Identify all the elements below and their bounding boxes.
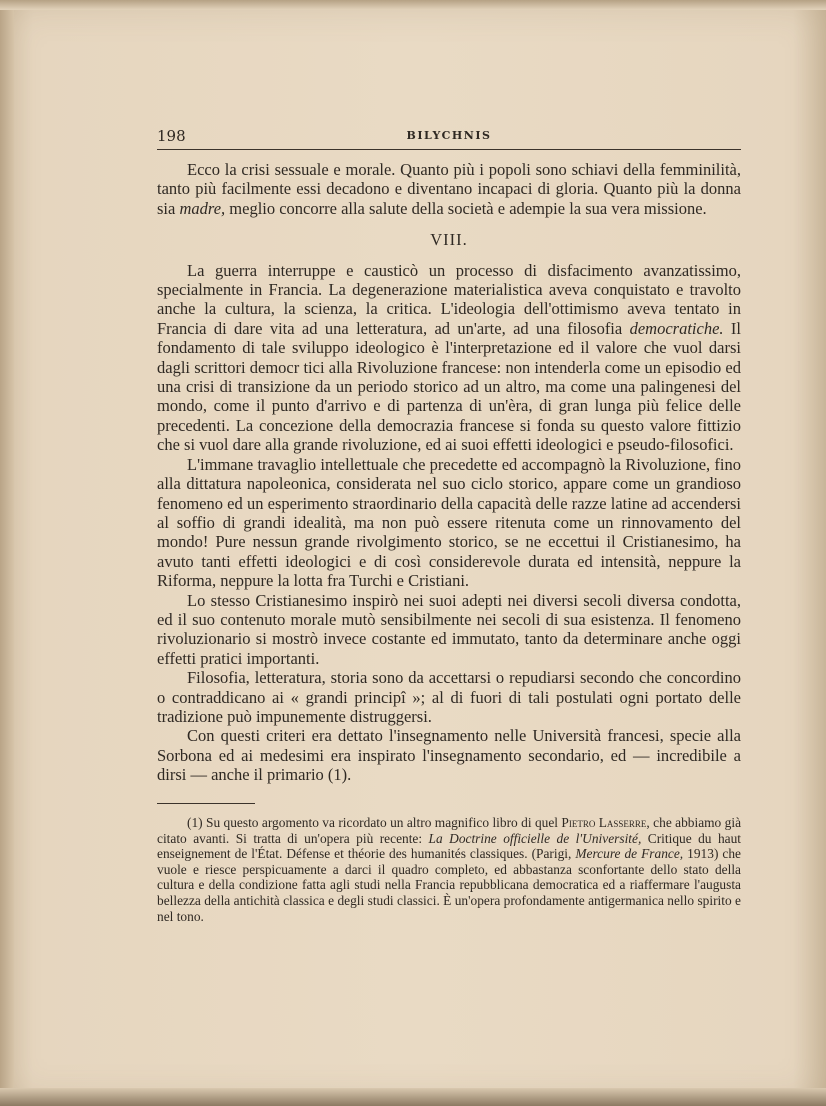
paragraph-2 <box>157 261 741 455</box>
page-left-edge <box>0 0 14 1106</box>
paragraph-1-italic: madre, <box>179 198 226 218</box>
footnote-divider <box>157 803 255 804</box>
footnote-text-1: (1) Su questo argomento va ricordato un altro magnifico libro di quel <box>187 815 562 830</box>
running-head <box>157 127 741 150</box>
footnote-text-4: 1913) che vuole e riesce perspicuamente a darci il quadro completo, ed abbastanza sconfortante dello stato della cultura e della condizione fatta agli studi nella Francia repubblicana democratica ed a riaffermare l'augusta bellezza della antichità classica e degli studi classici. È un'opera profondamente antigermanica nello spirito e nel tono. <box>157 846 741 924</box>
paragraph-1-text-b: meglio concorre alla salute della società e adempie la sua vera missione. <box>225 198 707 218</box>
page-number: 198 <box>157 127 186 145</box>
body-text <box>157 160 741 785</box>
footnote-publisher: Mercure de France, <box>575 846 684 862</box>
footnote-author: Pietro Lasserre, <box>561 815 650 830</box>
footnote-book-title: La Doctrine officielle de l'Université, <box>428 830 642 846</box>
page-bottom-edge <box>0 1088 826 1106</box>
paragraph-5: Filosofia, letteratura, storia sono da accettarsi o repudiarsi secondo che concordino o contraddicano ai « grandi principî »; al di fuori di tali postulati ogni portato delle tradizione può impunemente distruggersi. <box>157 668 741 726</box>
paragraph-6: Con questi criteri era dettato l'insegnamento nelle Università francesi, specie alla Sorbona ed ai medesimi era inspirato l'insegnamento secondario, ed — incredibile a dirsi — anche il primario (1). <box>157 726 741 785</box>
footnote-text-2: che abbiamo già citato avanti. Si tratta di un'opera più recente: <box>157 815 742 846</box>
paragraph-1 <box>157 160 741 218</box>
paragraph-2-italic: democratiche. <box>629 318 724 338</box>
section-heading: VIII. <box>430 230 468 250</box>
paragraph-1-text-a: Ecco la crisi sessuale e morale. Quanto più i popoli sono schiavi della femminilità, tanto più facilmente essi decadono e diventano incapaci di gloria. Quanto più la donna sia <box>157 160 741 218</box>
footnote <box>157 815 741 924</box>
paragraph-2-text-b: Il fondamento di tale sviluppo ideologico è l'interpretazione ed il valore che vuol darsi dagli scrittori democr tici alla Rivoluzione francese: non intenderla come un episodio ed una crisi di transizione da un periodo storico ad un altro, ma come una palingenesi del mondo, come il punto d'arrivo e di partenza di un'èra, di gran lunga più felice delle precedenti. La concezione della democrazia francese si fonda su questo valore fittizio che si vuol dare alla grande rivoluzione, ed ai suoi effetti ideologici e pseudo-filosofici. <box>157 318 741 455</box>
page-top-edge <box>0 0 826 10</box>
journal-title: BILYCHNIS <box>406 129 492 142</box>
paragraph-2-text-a: La guerra interruppe e causticò un processo di disfacimento avanzatissimo, specialmente in Francia. La degenerazione materialistica aveva conquistato e travolto anche la cultura, la scienza, la critica. L'ideologia dell'ottimismo aveva tentato in Francia di dare vita ad una letteratura, ad un'arte, ad una filosofia <box>157 260 741 338</box>
footnote-text-3: Critique du haut enseignement de l'État. Défense et théorie des humanités classiques. (Parigi, <box>157 830 742 862</box>
paragraph-4: Lo stesso Cristianesimo inspirò nei suoi adepti nei diversi secoli diversa condotta, ed il suo contenuto morale mutò sensibilmente nei secoli di sua esistenza. Il fenomeno rivoluzionario si mostrò invece costante ed immutato, tanto da determinare anche oggi effetti pratici importanti. <box>157 590 741 668</box>
paragraph-3: L'immane travaglio intellettuale che precedette ed accompagnò la Rivoluzione, fino alla dittatura napoleonica, considerata nel suo ciclo storico, appare come un grandioso fenomeno ed un esperimento straordinario della capacità delle razze latine ad accendersi al soffio di grandi idealità, ma non può essere ritenuta come un rinnovamento del mondo! Pure nessun grande rivolgimento storico, se ne eccettui il Cristianesimo, ha avuto tanti effetti ideologici e di così considerevole durata ed intensità, neppure la Riforma, neppure la lotta fra Turchi e Cristiani. <box>157 454 741 591</box>
